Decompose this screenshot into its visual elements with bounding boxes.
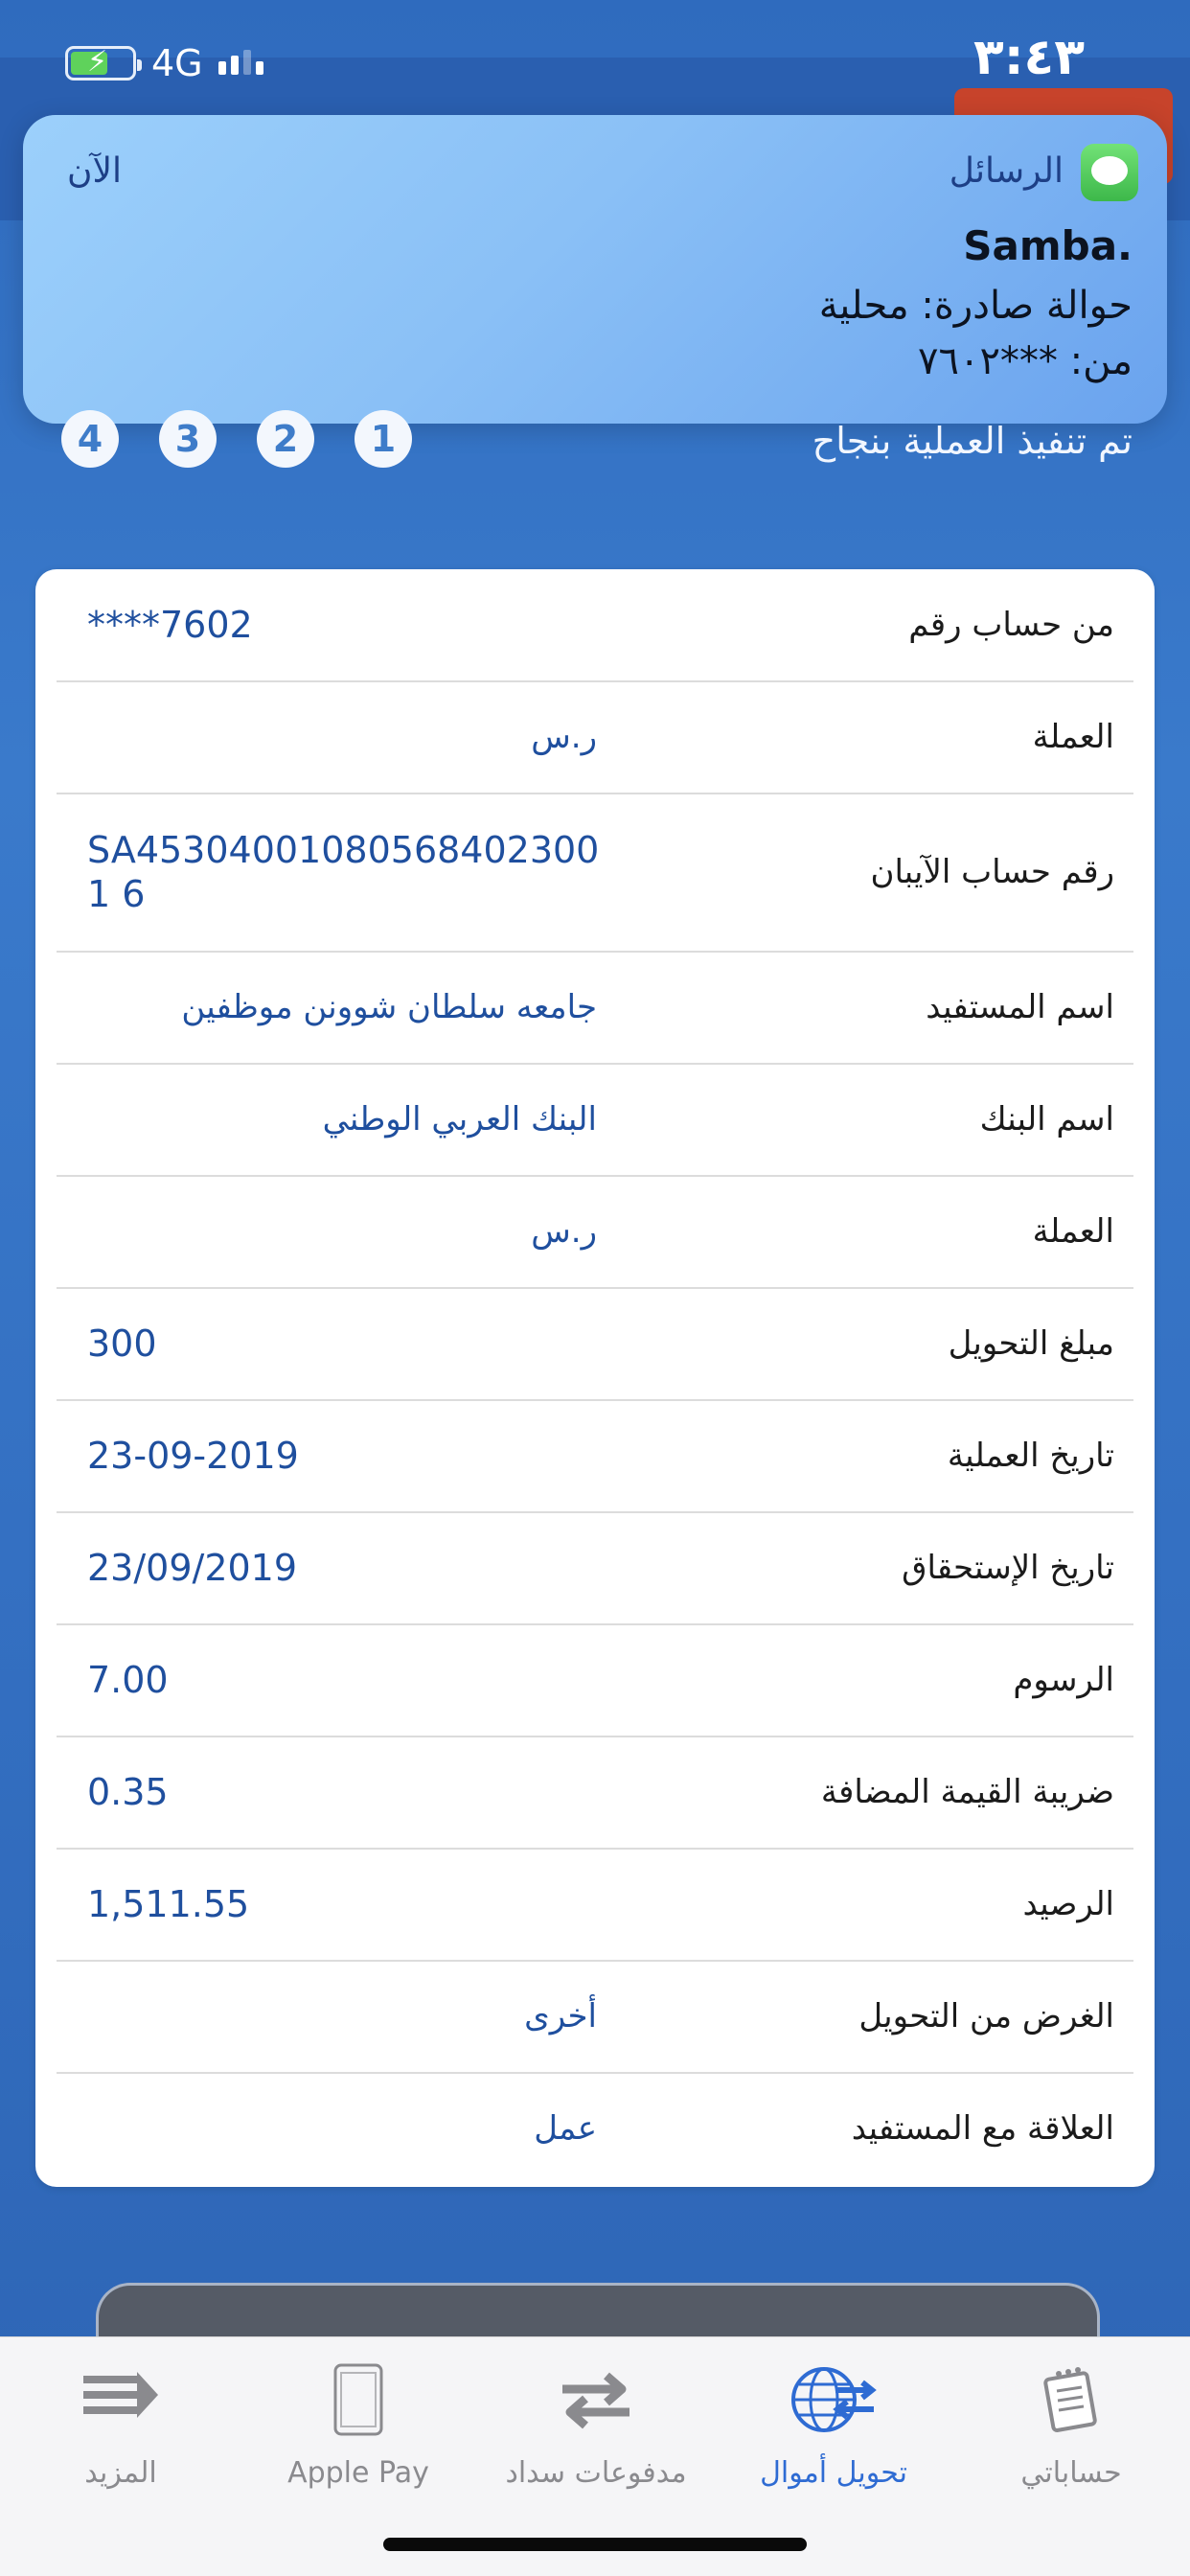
- detail-label: العملة: [1032, 717, 1114, 756]
- tab-label: حساباتي: [1020, 2456, 1122, 2490]
- more-icon: [78, 2366, 164, 2433]
- success-message: تم تنفيذ العملية بنجاح: [812, 420, 1133, 462]
- phone-icon: [330, 2361, 387, 2438]
- payments-arrows-icon: [553, 2366, 639, 2433]
- notification-line: حوالة صادرة: محلية: [818, 284, 1133, 328]
- detail-value: 23-09-2019: [87, 1434, 299, 1477]
- accounts-icon: [1038, 2366, 1105, 2433]
- detail-value: SA453040010805684023001 6: [87, 828, 600, 915]
- detail-row: [57, 1848, 1133, 1962]
- detail-label: الرسوم: [1013, 1660, 1114, 1699]
- transfer-globe-icon: [786, 2361, 881, 2438]
- network-type: 4G: [151, 42, 203, 84]
- detail-row: [57, 951, 1133, 1065]
- tab-label: تحويل أموال: [760, 2456, 907, 2490]
- detail-label: رقم حساب الآيبان: [870, 852, 1114, 891]
- notification-line: من: ***٧٦٠٢: [917, 339, 1133, 383]
- detail-label: مبلغ التحويل: [948, 1323, 1114, 1363]
- notification-time: الآن: [67, 151, 122, 191]
- detail-row: [57, 1623, 1133, 1737]
- tab-apple-pay[interactable]: [240, 2357, 477, 2510]
- detail-row: [57, 680, 1133, 794]
- step-4: 4: [61, 410, 119, 468]
- detail-row: [57, 1511, 1133, 1625]
- tab-payments[interactable]: [477, 2357, 715, 2510]
- battery-icon: ⚡: [65, 46, 136, 80]
- detail-value: ر.س: [531, 717, 597, 756]
- detail-row: [57, 1287, 1133, 1401]
- tab-label: المزيد: [84, 2456, 157, 2490]
- detail-row: [57, 1399, 1133, 1513]
- signal-icon: [218, 50, 263, 75]
- detail-label: من حساب رقم: [908, 606, 1114, 644]
- detail-row: [57, 1063, 1133, 1177]
- status-bar: [0, 0, 1190, 125]
- detail-row: [57, 569, 1133, 682]
- notification-body: [79, 278, 1133, 389]
- detail-label: العملة: [1032, 1211, 1114, 1251]
- messages-icon: [1081, 144, 1138, 201]
- detail-value: ****7602: [87, 604, 253, 646]
- detail-value: عمل: [534, 2108, 597, 2148]
- notification-banner[interactable]: [23, 115, 1167, 424]
- clock: ٣:٤٣: [973, 29, 1085, 86]
- detail-value: 300: [87, 1322, 157, 1365]
- notification-title: Samba.: [963, 222, 1133, 269]
- detail-value: البنك العربي الوطني: [322, 1099, 597, 1138]
- tab-label: مدفوعات سداد: [505, 2456, 687, 2490]
- notification-app-name: الرسائل: [949, 151, 1064, 191]
- step-3: 3: [159, 410, 217, 468]
- detail-value: جامعه سلطان شوونن موظفين: [181, 987, 597, 1026]
- detail-label: العلاقة مع المستفيد: [851, 2108, 1114, 2148]
- tab-accounts[interactable]: [952, 2357, 1190, 2510]
- tab-transfer[interactable]: [715, 2357, 952, 2510]
- step-2: 2: [257, 410, 314, 468]
- detail-label: تاريخ الإستحقاق: [902, 1548, 1114, 1587]
- step-indicator: [61, 410, 412, 468]
- detail-row: [57, 793, 1133, 953]
- detail-label: الرصيد: [1022, 1884, 1114, 1923]
- detail-label: اسم البنك: [979, 1099, 1114, 1138]
- detail-value: 0.35: [87, 1770, 169, 1813]
- tab-more[interactable]: [2, 2357, 240, 2510]
- detail-row: [57, 1175, 1133, 1289]
- transfer-details-card: [35, 569, 1155, 2187]
- detail-row: [57, 1960, 1133, 2074]
- detail-value: أخرى: [524, 1996, 597, 2036]
- step-1: 1: [355, 410, 412, 468]
- detail-value: 7.00: [87, 1658, 169, 1701]
- detail-row: [57, 1736, 1133, 1850]
- detail-value: 23/09/2019: [87, 1546, 298, 1589]
- detail-value: ر.س: [531, 1211, 597, 1251]
- detail-label: تاريخ العملية: [947, 1436, 1114, 1475]
- detail-label: ضريبة القيمة المضافة: [820, 1772, 1114, 1811]
- detail-value: 1,511.55: [87, 1882, 250, 1925]
- detail-row: [57, 2072, 1133, 2184]
- detail-label: اسم المستفيد: [926, 987, 1114, 1026]
- detail-label: الغرض من التحويل: [858, 1996, 1114, 2036]
- home-indicator[interactable]: [383, 2538, 807, 2551]
- tab-label: Apple Pay: [287, 2456, 429, 2490]
